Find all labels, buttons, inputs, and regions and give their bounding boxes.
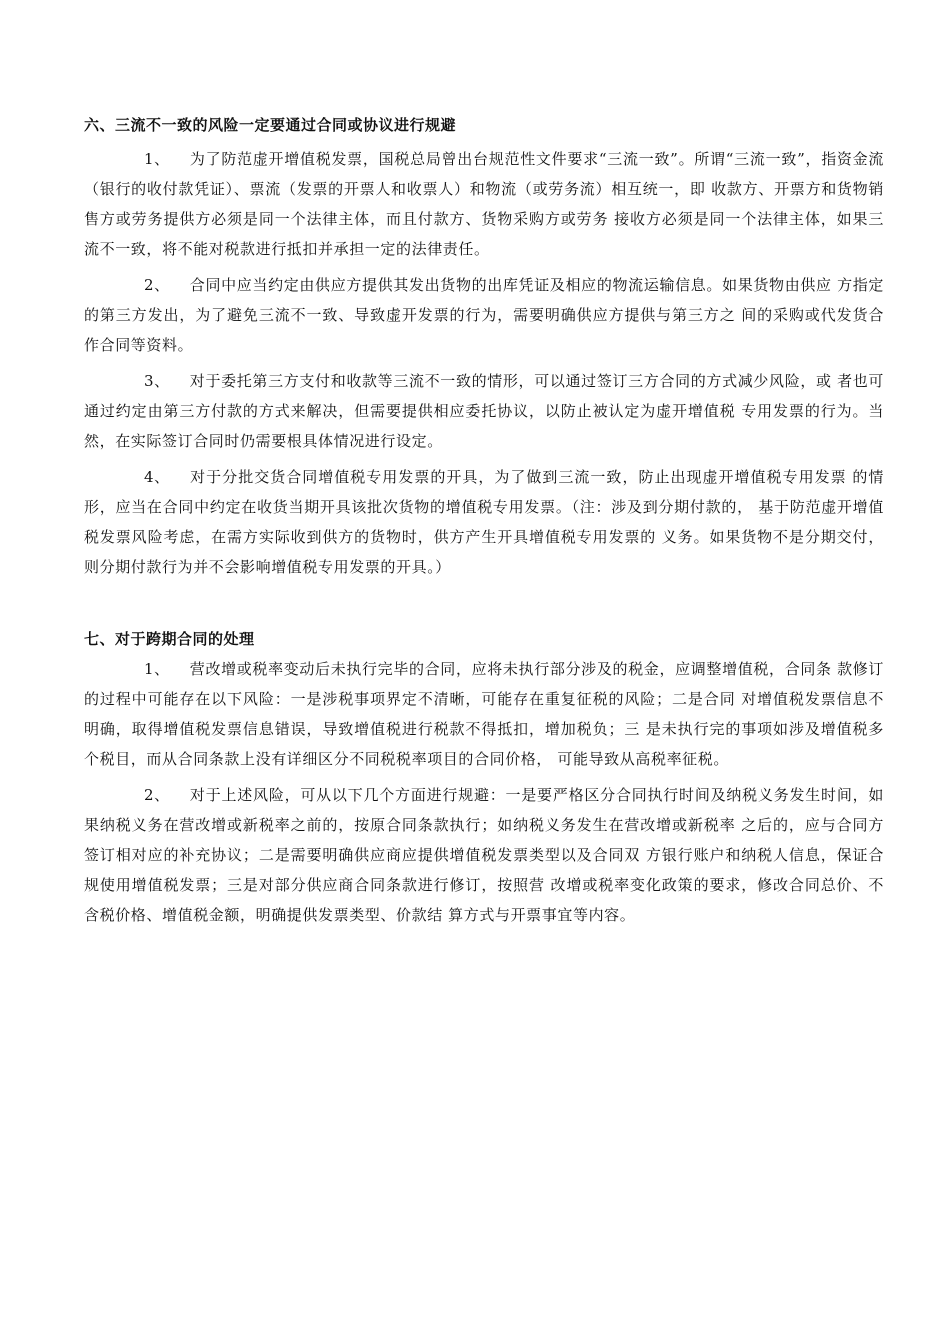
section-seven bbox=[84, 624, 884, 930]
section-seven-paragraph-2 bbox=[84, 780, 884, 930]
paragraph-number: 2、 bbox=[144, 786, 170, 804]
paragraph-text: 为了防范虚开增值税发票，国税总局曾出台规范性文件要求“三流一致”。所谓“三流一致”，指资金流（银行的收付款凭证）、票流（发票的开票人和收票人）和物流（或劳务流）相互统一，即 收款方、开票方和货物销售方或劳务提供方必须是同一个法律主体，而且付款方、货物采购方或劳务 接收方必须是同一个法律主体，如果三流不一致，将不能对税款进行抵扣并承担一定的法律责任。 bbox=[84, 150, 884, 258]
paragraph-number: 3、 bbox=[144, 372, 170, 390]
paragraph-text: 对于委托第三方支付和收款等三流不一致的情形，可以通过签订三方合同的方式减少风险，或 者也可通过约定由第三方付款的方式来解决，但需要提供相应委托协议，以防止被认定为虚开增值税 专用发票的行为。当然，在实际签订合同时仍需要根具体情况进行设定。 bbox=[84, 372, 884, 450]
paragraph-number: 2、 bbox=[144, 276, 170, 294]
section-six-paragraph-3 bbox=[84, 366, 884, 456]
paragraph-text: 对于分批交货合同增值税专用发票的开具，为了做到三流一致，防止出现虚开增值税专用发票 的情形，应当在合同中约定在收货当期开具该批次货物的增值税专用发票。（注：涉及到分期付款的， 基于防范虚开增值税发票风险考虑，在需方实际收到供方的货物时，供方产生开具增值税专用发票的 义务。如果货物不是分期交付，则分期付款行为并不会影响增值税专用发票的开具。） bbox=[84, 468, 884, 576]
section-six-heading: 六、三流不一致的风险一定要通过合同或协议进行规避 bbox=[84, 116, 457, 134]
paragraph-number: 1、 bbox=[144, 660, 170, 678]
document-content bbox=[84, 110, 884, 936]
section-spacer bbox=[84, 588, 884, 624]
section-six bbox=[84, 110, 884, 582]
section-six-paragraph-2 bbox=[84, 270, 884, 360]
section-seven-heading: 七、对于跨期合同的处理 bbox=[84, 630, 255, 648]
paragraph-number: 1、 bbox=[144, 150, 170, 168]
section-six-paragraph-4 bbox=[84, 462, 884, 582]
paragraph-number: 4、 bbox=[144, 468, 170, 486]
section-seven-paragraph-1 bbox=[84, 654, 884, 774]
paragraph-text: 营改增或税率变动后未执行完毕的合同，应将未执行部分涉及的税金，应调整增值税，合同条 款修订的过程中可能存在以下风险：一是涉税事项界定不清晰，可能存在重复征税的风险；二是合同 对增值税发票信息不明确，取得增值税发票信息错误，导致增值税进行税款不得抵扣，增加税负；三 是未执行完的事项如涉及增值税多个税目，而从合同条款上没有详细区分不同税税率项目的合同价格， 可能导致从高税率征税。 bbox=[84, 660, 884, 768]
paragraph-text: 合同中应当约定由供应方提供其发出货物的出库凭证及相应的物流运输信息。如果货物由供应 方指定的第三方发出，为了避免三流不一致、导致虚开发票的行为，需要明确供应方提供与第三方之 间的采购或代发货合作合同等资料。 bbox=[84, 276, 884, 354]
paragraph-text: 对于上述风险，可从以下几个方面进行规避：一是要严格区分合同执行时间及纳税义务发生时间，如果纳税义务在营改增或新税率之前的，按原合同条款执行；如纳税义务发生在营改增或新税率 之后的，应与合同方签订相对应的补充协议；二是需要明确供应商应提供增值税发票类型以及合同双 方银行账户和纳税人信息，保证合规使用增值税发票；三是对部分供应商合同条款进行修订，按照营 改增或税率变化政策的要求，修改合同总价、不含税价格、增值税金额，明确提供发票类型、价款结 算方式与开票事宜等内容。 bbox=[84, 786, 884, 924]
section-six-paragraph-1 bbox=[84, 144, 884, 264]
